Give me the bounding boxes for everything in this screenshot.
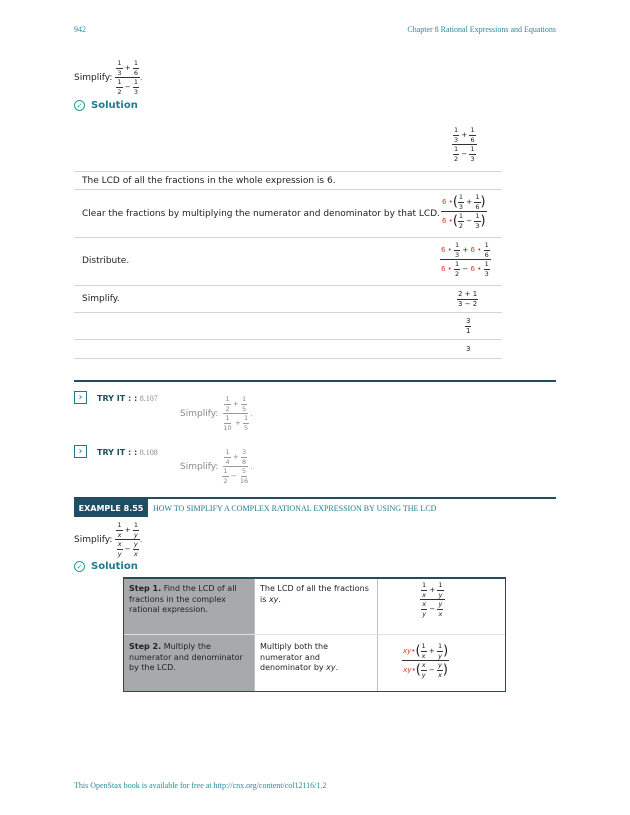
step-1-label: Step 1. Find the LCD of all fractions in the complex rational expression. — [129, 584, 237, 614]
check-circle-icon: ✓ — [74, 561, 85, 572]
column-divider — [377, 579, 378, 691]
step-text: The LCD of all the fractions in the whole expression is 6. — [82, 176, 336, 186]
table-divider — [74, 189, 502, 190]
step-2-expression: xy•( $\frac{1}{x}$ + $\frac{1}{y}$ ) xy•( $\frac{x}{y}$ − $\frac{y}{x}$ ) — [403, 642, 449, 679]
step-text: Clear the fractions by multiplying the numerator and denominator by that LCD. — [82, 209, 440, 219]
step-text: Distribute. — [82, 256, 130, 266]
table-divider — [74, 358, 502, 359]
simplify-label: Simplify: — [74, 72, 113, 83]
step-1-expression: $\frac{1}{x}$ + $\frac{1}{y}$ $\frac{x}{y}$ − $\frac{y}{x}$ — [422, 581, 443, 618]
step-2-label: Step 2. Multiply the numerator and denominator by the LCD. — [129, 642, 243, 672]
chevron-right-icon[interactable]: › — [74, 391, 87, 404]
try-it-label: TRY IT : : 8.108 — [97, 448, 158, 457]
solution-heading: ✓ Solution — [74, 561, 138, 572]
step-text: Simplify. — [82, 294, 120, 304]
step-2-action: Multiply both the numerator and denominator by xy. — [260, 642, 339, 672]
chevron-right-icon[interactable]: › — [74, 445, 87, 458]
column-divider — [254, 579, 255, 691]
expression-distributed: 6 • $\frac{1}{3}$ + 6 • $\frac{1}{6}$ 6 • $\frac{1}{2}$ − 6 • $\frac{1}{3}$ — [441, 241, 489, 278]
example-problem: Simplify: $\frac{1}{x}$ + $\frac{1}{y}$ $\frac{x}{y}$ − $\frac{y}{x}$ . — [74, 521, 143, 558]
try-it-label: TRY IT : : 8.107 — [97, 394, 158, 403]
table-divider — [74, 339, 502, 340]
expression-cleared: 6 •( $\frac{1}{3}$ + $\frac{1}{6}$ ) 6 •( $\frac{1}{2}$ − $\frac{1}{3}$ ) — [442, 193, 486, 230]
solution-heading — [74, 100, 138, 111]
page-number: 942 — [74, 25, 86, 34]
chapter-title: Chapter 8 Rational Expressions and Equations — [407, 25, 556, 34]
step-1-action: The LCD of all the fractions is xy. — [260, 584, 369, 604]
try-it-rule — [74, 380, 556, 382]
solution-label: Solution — [91, 100, 138, 111]
problem-statement: Simplify: $\frac{1}{3}$ + $\frac{1}{6}$ $\frac{1}{2}$ − $\frac{1}{3}$ . — [74, 59, 143, 96]
try-it-problem: Simplify: $\frac{1}{4}$ + $\frac{3}{8}$ $\frac{1}{2}$ − $\frac{5}{16}$ . — [180, 448, 253, 485]
example-badge: EXAMPLE 8.55 — [74, 499, 148, 517]
table-divider — [74, 237, 502, 238]
try-it-problem: Simplify: $\frac{1}{2}$ + $\frac{1}{5}$ $\frac{1}{10}$ + $\frac{1}{5}$ . — [180, 395, 253, 432]
check-circle-icon: ✓ — [74, 100, 85, 111]
expression-three-over-one: $\frac{3}{1}$ — [466, 317, 471, 335]
row-divider — [124, 634, 505, 635]
expression-original: $\frac{1}{3}$ + $\frac{1}{6}$ $\frac{1}{2}$ − $\frac{1}{3}$ — [454, 126, 475, 163]
table-divider — [74, 171, 502, 172]
example-title: HOW TO SIMPLIFY A COMPLEX RATIONAL EXPRESSION BY USING THE LCD — [153, 504, 437, 513]
complex-fraction: $\frac{1}{3}$ + $\frac{1}{6}$ $\frac{1}{2}$ − $\frac{1}{3}$ — [117, 59, 139, 96]
table-divider — [74, 285, 502, 286]
expression-simplified: $\frac{2 + 1}{3 - 2}$ — [458, 290, 478, 308]
footer-text: This OpenStax book is available for free at http://cnx.org/content/col12116/1.2 — [74, 781, 327, 790]
table-divider — [74, 312, 502, 313]
final-answer: 3 — [466, 345, 471, 353]
